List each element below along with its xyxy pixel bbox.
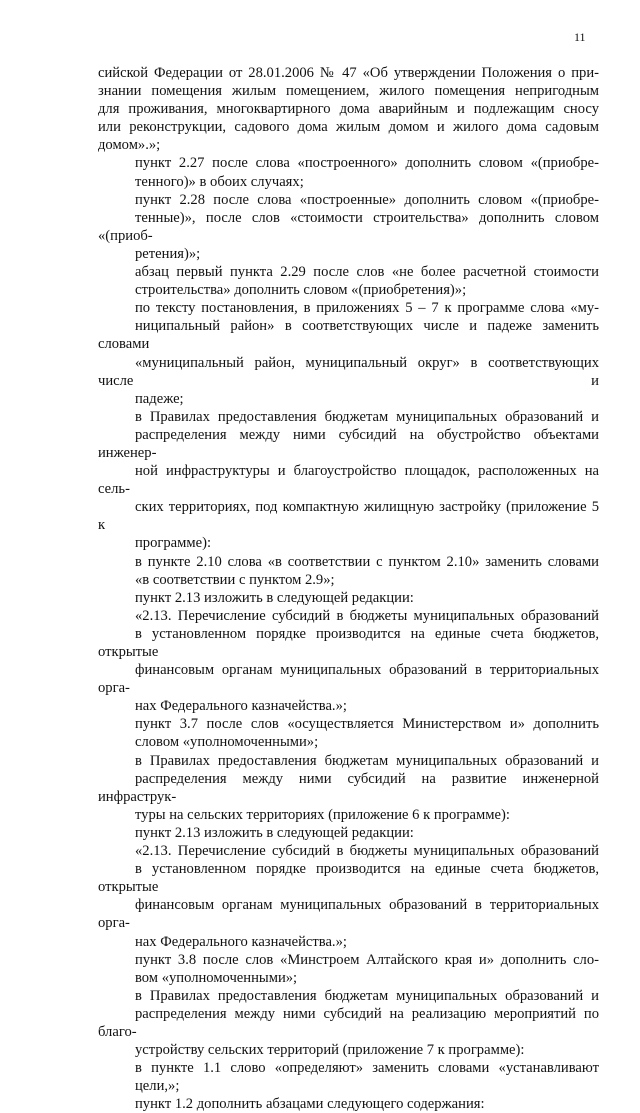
paragraph — [98, 842, 599, 951]
paragraph — [98, 589, 599, 607]
text-line: тенного)» в обоих случаях; — [135, 173, 304, 190]
text-line: распределения между ними субсидий на реализацию мероприятий по благо- — [98, 1005, 599, 1040]
paragraph — [98, 263, 599, 299]
text-line: пункт 3.8 после слов «Минстроем Алтайского края и» дополнить сло- — [135, 951, 599, 968]
text-line: в установленном порядке производится на единые счета бюджетов, открытые — [98, 625, 599, 660]
text-line: или реконструкции, садового дома жилым домом и жилого дома садовым — [98, 119, 599, 136]
text-line: ниципальный район» в соответствующих числе и падеже заменить словами — [98, 318, 599, 353]
text-line: падеже; — [135, 390, 184, 407]
text-line: в Правилах предоставления бюджетам муниципальных образований и — [135, 752, 599, 769]
text-line: туры на сельских территориях (приложение 6 к программе): — [135, 806, 510, 823]
document-body — [98, 64, 599, 1113]
text-line: словом «уполномоченными»; — [135, 734, 319, 751]
text-line: «2.13. Перечисление субсидий в бюджеты муниципальных образований — [135, 607, 599, 624]
paragraph — [98, 752, 599, 824]
text-line: пункт 1.2 дополнить абзацами следующего содержания: — [135, 1096, 485, 1113]
text-line: знании помещения жилым помещением, жилого помещения непригодным — [98, 83, 599, 100]
text-line: пункт 3.7 после слов «осуществляется Министерством и» дополнить — [135, 716, 599, 733]
text-line: ских территориях, под компактную жилищную застройку (приложение 5 к — [98, 499, 599, 534]
page-number: 11 — [574, 30, 586, 44]
text-line: в Правилах предоставления бюджетам муниципальных образований и — [135, 987, 599, 1004]
text-line: нах Федерального казначейства.»; — [135, 933, 347, 950]
text-line: по тексту постановления, в приложениях 5 – 7 к программе слова «му- — [135, 300, 599, 317]
text-line: программе): — [135, 535, 212, 552]
text-line: вом «уполномоченными»; — [135, 969, 298, 986]
text-line: абзац первый пункта 2.29 после слов «не более расчетной стоимости — [135, 264, 599, 281]
paragraph — [98, 715, 599, 751]
text-line: тенные)», после слов «стоимости строительства» дополнить словом «(приоб- — [98, 209, 599, 244]
paragraph — [98, 607, 599, 716]
paragraph — [98, 824, 599, 842]
paragraph — [98, 299, 599, 408]
text-line: строительства» дополнить словом «(приобретения)»; — [135, 282, 467, 299]
paragraph — [98, 154, 599, 190]
text-line: «в соответствии с пунктом 2.9»; — [135, 571, 335, 588]
text-line: «2.13. Перечисление субсидий в бюджеты муниципальных образований — [135, 843, 599, 860]
text-line: финансовым органам муниципальных образований в территориальных орга- — [98, 897, 599, 932]
text-line: для проживания, многоквартирного дома аварийным и подлежащим сносу — [98, 101, 599, 118]
paragraph — [98, 64, 599, 154]
text-line: пункт 2.28 после слова «построенные» дополнить словом «(приобре- — [135, 191, 599, 208]
text-line: в пункте 1.1 слово «определяют» заменить словами «устанавливают — [135, 1060, 599, 1077]
paragraph — [98, 408, 599, 553]
paragraph — [98, 191, 599, 263]
text-line: пункт 2.27 после слова «построенного» дополнить словом «(приобре- — [135, 155, 599, 172]
text-line: в установленном порядке производится на единые счета бюджетов, открытые — [98, 861, 599, 896]
text-line: в Правилах предоставления бюджетам муниципальных образований и — [135, 408, 599, 425]
text-line: цели,»; — [135, 1078, 180, 1095]
text-line: пункт 2.13 изложить в следующей редакции: — [135, 589, 414, 606]
text-line: ной инфраструктуры и благоустройство площадок, расположенных на сель- — [98, 463, 599, 498]
text-line: нах Федерального казначейства.»; — [135, 698, 347, 715]
text-line: финансовым органам муниципальных образований в территориальных орга- — [98, 662, 599, 697]
paragraph — [98, 553, 599, 589]
paragraph — [98, 987, 599, 1059]
text-line: распределения между ними субсидий на развитие инженерной инфраструк- — [98, 770, 599, 805]
text-line: распределения между ними субсидий на обустройство объектами инженер- — [98, 426, 599, 461]
text-line: устройству сельских территорий (приложение 7 к программе): — [135, 1042, 525, 1059]
text-line: пункт 2.13 изложить в следующей редакции: — [135, 824, 414, 841]
text-line: ретения)»; — [135, 245, 201, 262]
text-line: «муниципальный район, муниципальный округ» в соответствующих числе и — [98, 354, 599, 389]
paragraph — [98, 951, 599, 987]
text-line: сийской Федерации от 28.01.2006 № 47 «Об утверждении Положения о при- — [98, 65, 599, 81]
text-line: в пункте 2.10 слова «в соответствии с пунктом 2.10» заменить словами — [135, 553, 599, 570]
paragraph — [98, 1059, 599, 1095]
paragraph — [98, 1095, 599, 1113]
text-line: домом».»; — [98, 137, 161, 154]
